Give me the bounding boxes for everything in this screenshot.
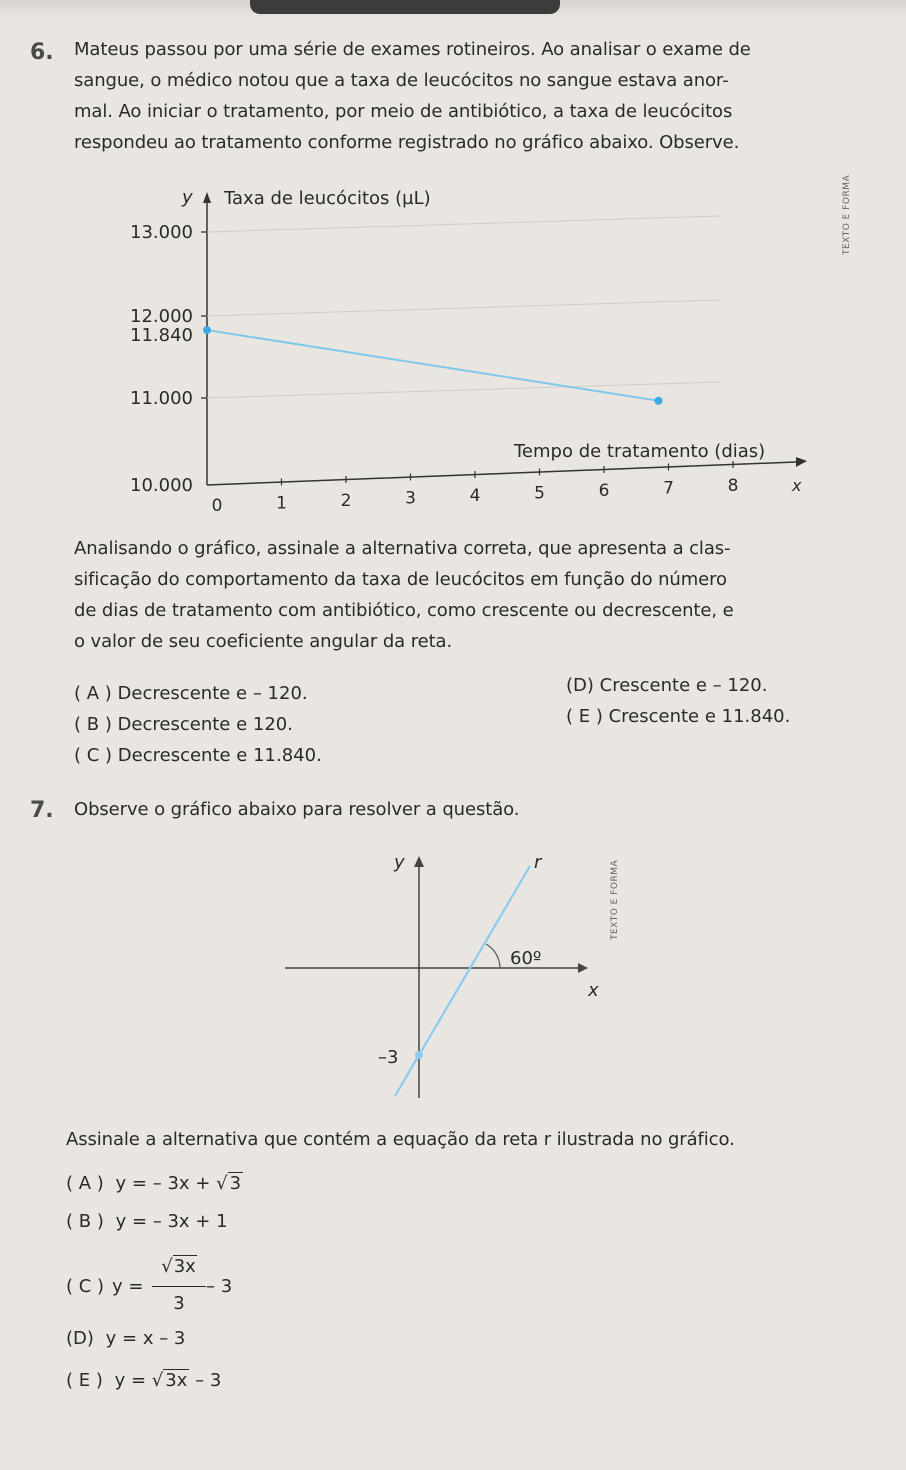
q6-option-d[interactable]: (D) Crescente e – 120. xyxy=(566,675,768,696)
q6-question-line-2: sificação do comportamento da taxa de leucócitos em função do número xyxy=(74,569,727,590)
x-tick-label: 6 xyxy=(598,481,610,501)
page-top-binding xyxy=(250,0,560,14)
series-line xyxy=(207,330,659,401)
q7-intro: Observe o gráfico abaixo para resolver a questão. xyxy=(74,799,520,820)
data-point xyxy=(655,397,663,405)
line-r xyxy=(395,866,530,1096)
radicand: 3 xyxy=(229,1173,242,1194)
line-label-r: r xyxy=(534,852,542,873)
equation-part: – 3 xyxy=(206,1276,233,1297)
q6-text-line-2: sangue, o médico notou que a taxa de leucócitos no sangue estava anor- xyxy=(74,70,729,91)
guide-line xyxy=(207,382,720,398)
x-tick-label: 3 xyxy=(405,488,416,509)
equation-part: y = – 3x + xyxy=(115,1173,217,1194)
option-label: ( A ) xyxy=(66,1173,104,1194)
angle-arc xyxy=(486,944,500,968)
equation-part: y = xyxy=(114,1370,152,1391)
side-label-2: TEXTO E FORMA xyxy=(610,859,620,940)
option-label: (D) xyxy=(66,1328,94,1349)
y-tick-label: 12.000 xyxy=(130,306,193,327)
q7-option-d[interactable] xyxy=(66,1328,185,1349)
question-6-number: 6. xyxy=(30,40,54,65)
equation: y = x – 3 xyxy=(105,1328,186,1349)
y-axis-arrow xyxy=(414,856,424,867)
y-tick-label: 13.000 xyxy=(130,222,193,243)
option-label: ( E ) xyxy=(66,1370,103,1391)
equation: y = – 3x + 1 xyxy=(115,1211,228,1232)
q7-option-b[interactable] xyxy=(66,1211,228,1232)
q7-option-a[interactable] xyxy=(66,1173,243,1194)
q6-question-line-1: Analisando o gráfico, assinale a alternativa correta, que apresenta a clas- xyxy=(74,538,731,559)
q6-option-a[interactable]: ( A ) Decrescente e – 120. xyxy=(74,683,308,704)
x-axis-arrow xyxy=(796,457,807,467)
guide-line xyxy=(207,300,720,316)
y-axis-letter: y xyxy=(394,852,405,873)
radicand: 3x xyxy=(165,1370,188,1391)
q6-text-line-1: Mateus passou por uma série de exames rotineiros. Ao analisar o exame de xyxy=(74,39,751,60)
q6-text-line-3: mal. Ao iniciar o tratamento, por meio de antibiótico, a taxa de leucócitos xyxy=(74,101,733,122)
y-intercept-point xyxy=(415,1051,423,1059)
x-tick-label: 8 xyxy=(727,476,739,496)
guide-line xyxy=(207,216,720,232)
fraction-denominator: 3 xyxy=(173,1293,185,1314)
side-label-1: TEXTO E FORMA xyxy=(842,174,852,255)
q6-option-c[interactable]: ( C ) Decrescente e 11.840. xyxy=(74,745,322,766)
equation-part: – 3 xyxy=(189,1370,222,1391)
fraction-bar xyxy=(152,1286,206,1287)
y-tick-label: 10.000 xyxy=(130,475,193,496)
data-point xyxy=(203,326,211,334)
x-axis-letter: x xyxy=(792,476,802,495)
option-label: ( B ) xyxy=(66,1211,104,1232)
option-label: ( C ) xyxy=(66,1276,105,1297)
equation-part: y = xyxy=(112,1276,144,1297)
x-tick-label: 1 xyxy=(276,493,287,514)
x-tick-label: 7 xyxy=(663,478,674,499)
q7-question: Assinale a alternativa que contém a equação da reta r ilustrada no gráfico. xyxy=(66,1129,735,1150)
q6-question-line-3: de dias de tratamento com antibiótico, como crescente ou decrescente, e xyxy=(74,600,734,621)
y-axis-arrow xyxy=(203,192,211,203)
line-r-graph xyxy=(280,840,600,1102)
leucocyte-chart xyxy=(110,175,830,530)
x-axis-arrow xyxy=(578,963,588,973)
q6-question-line-4: o valor de seu coeficiente angular da reta. xyxy=(74,631,453,652)
q6-text-line-4: respondeu ao tratamento conforme registrado no gráfico abaixo. Observe. xyxy=(74,132,740,153)
question-7-number: 7. xyxy=(30,798,54,823)
sqrt-symbol: √ xyxy=(151,1370,164,1391)
y-axis-title: Taxa de leucócitos (µL) xyxy=(224,188,431,209)
y-tick-label: 11.000 xyxy=(130,388,193,409)
x-axis-letter: x xyxy=(588,980,599,1001)
sqrt-symbol: √ xyxy=(216,1173,228,1194)
q6-option-e[interactable]: ( E ) Crescente e 11.840. xyxy=(566,706,791,727)
x-axis xyxy=(207,462,796,485)
intercept-label: –3 xyxy=(378,1047,399,1068)
x-tick-label: 2 xyxy=(340,491,352,511)
x-axis-title: Tempo de tratamento (dias) xyxy=(514,441,766,462)
y-tick-label: 11.840 xyxy=(130,325,193,346)
q6-option-b[interactable]: ( B ) Decrescente e 120. xyxy=(74,714,293,735)
y-axis-letter: y xyxy=(182,187,193,208)
q7-option-e[interactable] xyxy=(66,1370,221,1391)
x-tick-label: 0 xyxy=(211,496,223,516)
angle-label: 60º xyxy=(510,948,542,969)
x-tick-label: 4 xyxy=(469,486,481,506)
fraction-numerator: √3x xyxy=(161,1256,196,1277)
x-tick-label: 5 xyxy=(534,483,545,504)
